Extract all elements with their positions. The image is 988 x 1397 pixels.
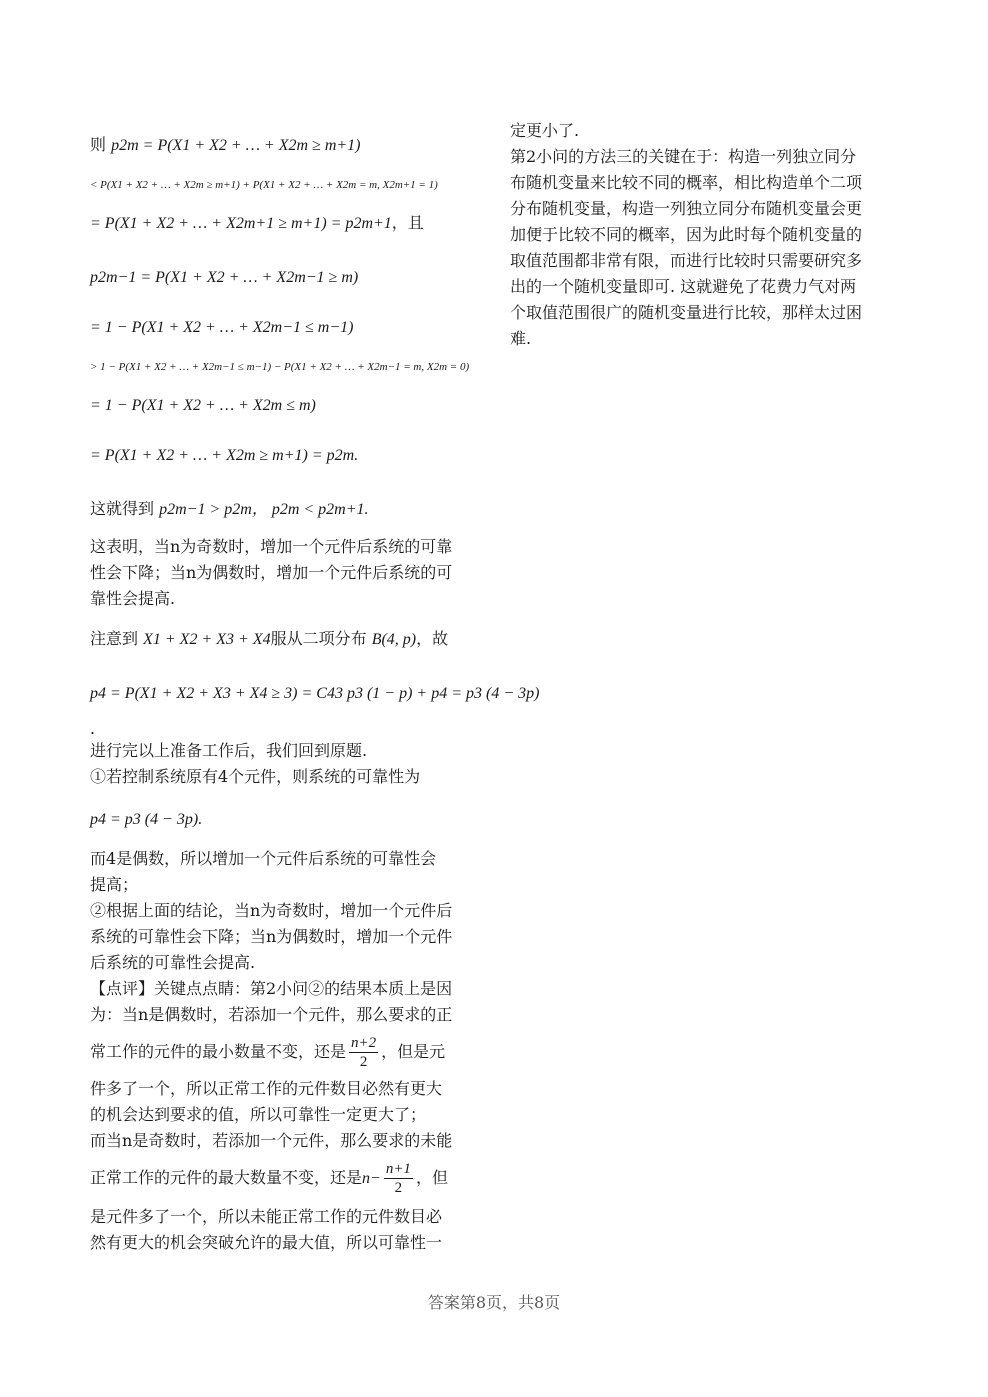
text-line: 系统的可靠性会下降；当n为偶数时，增加一个元件 bbox=[90, 927, 453, 946]
text-line: 后系统的可靠性会提高. bbox=[90, 953, 256, 972]
eq-line-1 bbox=[90, 132, 361, 159]
text-line: ①若控制系统原有4个元件，则系统的可靠性为 bbox=[90, 767, 421, 786]
eq-prefix: 则 bbox=[90, 135, 112, 154]
text-line: 进行完以上准备工作后，我们回到原题. bbox=[90, 741, 368, 760]
eq-line-5 bbox=[90, 314, 353, 341]
formula: p2m−1 > p2m， p2m < p2m+1. bbox=[159, 501, 369, 518]
text-line: 靠性会提高. bbox=[90, 589, 176, 608]
text: 注意到 bbox=[90, 629, 139, 648]
text-line: 定更小了. bbox=[510, 121, 580, 140]
text: 常工作的元件的最小数量不变，还是 bbox=[90, 1042, 347, 1061]
text: ，但 bbox=[415, 1168, 448, 1187]
eq-line-p4-short bbox=[90, 806, 202, 833]
text-line: 为：当n是偶数时，若添加一个元件，那么要求的正 bbox=[90, 1005, 453, 1024]
text: ，故 bbox=[416, 629, 449, 648]
text-line: 是元件多了一个，所以未能正常工作的元件数目必 bbox=[90, 1207, 443, 1226]
fraction-line-2 bbox=[90, 1160, 448, 1197]
text-line: 分布随机变量，构造一列独立同分布随机变量会更 bbox=[510, 199, 863, 218]
eq-line-7 bbox=[90, 392, 316, 419]
formula: > 1 − P(X1 + X2 + … + X2m−1 ≤ m−1) − P(X1 + X2 + … + X2m−1 = m, X2m = 0) bbox=[90, 361, 470, 373]
text-line: 布随机变量来比较不同的概率，相比构造单个二项 bbox=[510, 173, 863, 192]
fraction-denominator: 2 bbox=[394, 1180, 403, 1196]
text-line: 而当n是奇数时，若添加一个元件，那么要求的未能 bbox=[90, 1131, 453, 1150]
eq-line-4 bbox=[90, 264, 358, 291]
fraction-numerator: n+2 bbox=[351, 1035, 377, 1051]
formula: p4 = P(X1 + X2 + X3 + X4 ≥ 3) = C43 p3 (1 − p) + p4 = p3 (4 − 3p) bbox=[90, 685, 540, 702]
formula: = 1 − P(X1 + X2 + … + X2m ≤ m) bbox=[90, 397, 316, 414]
formula: = P(X1 + X2 + … + X2m+1 ≥ m+1) = p2m+1 bbox=[90, 215, 392, 232]
text: 正常工作的元件的最大数量不变，还是 bbox=[90, 1168, 363, 1187]
text-line: 难. bbox=[510, 329, 532, 348]
formula: B(4, p) bbox=[371, 631, 417, 648]
formula: < P(X1 + X2 + … + X2m ≥ m+1) + P(X1 + X2 + … + X2m = m, X2m+1 = 1) bbox=[90, 179, 438, 191]
formula: p4 = p3 (4 − 3p). bbox=[90, 811, 203, 828]
fraction-denominator: 2 bbox=[359, 1054, 368, 1070]
text-line: 加便于比较不同的概率，因为此时每个随机变量的 bbox=[510, 225, 863, 244]
formula: = 1 − P(X1 + X2 + … + X2m−1 ≤ m−1) bbox=[90, 319, 354, 336]
text-line: 第2小问的方法三的关键在于：构造一列独立同分 bbox=[510, 147, 857, 166]
comment-line: 【点评】关键点点睛：第2小问②的结果本质上是因 bbox=[90, 979, 453, 998]
eq-line-2 bbox=[90, 172, 438, 198]
text-line: 件多了一个，所以正常工作的元件数目必然有更大 bbox=[90, 1079, 443, 1098]
text: ，但是元 bbox=[381, 1042, 446, 1061]
text-line: 而4是偶数，所以增加一个元件后系统的可靠性会 bbox=[90, 849, 437, 868]
text-line: 取值范围都非常有限，而进行比较时只需要研究多 bbox=[510, 251, 863, 270]
fraction-numerator: n+1 bbox=[385, 1161, 411, 1177]
text-line: 这表明，当n为奇数时，增加一个元件后系统的可靠 bbox=[90, 537, 453, 556]
fraction-line-1 bbox=[90, 1034, 445, 1071]
fraction bbox=[384, 1160, 413, 1197]
eq-suffix: ，且 bbox=[391, 213, 424, 232]
text-line: 个取值范围很广的随机变量进行比较，那样太过困 bbox=[510, 303, 863, 322]
text-line: 性会下降；当n为偶数时，增加一个元件后系统的可 bbox=[90, 563, 453, 582]
page-footer: 答案第8页，共8页 bbox=[427, 1293, 561, 1312]
formula: p2m−1 = P(X1 + X2 + … + X2m−1 ≥ m) bbox=[90, 269, 359, 286]
eq-line-p4 bbox=[90, 680, 539, 707]
formula: n− bbox=[362, 1170, 381, 1187]
text-line: ②根据上面的结论，当n为奇数时，增加一个元件后 bbox=[90, 901, 453, 920]
text-line: 提高； bbox=[90, 875, 139, 894]
text: 服从二项分布 bbox=[270, 629, 367, 648]
eq-line-8 bbox=[90, 442, 358, 469]
text-line: 然有更大的机会突破允许的最大值，所以可靠性一 bbox=[90, 1233, 443, 1252]
binomial-line bbox=[90, 626, 448, 653]
formula: X1 + X2 + X3 + X4 bbox=[143, 631, 271, 648]
text-line: 的机会达到要求的值，所以可靠性一定更大了； bbox=[90, 1105, 427, 1124]
formula: p2m = P(X1 + X2 + … + X2m ≥ m+1) bbox=[111, 137, 361, 154]
text: 这就得到 bbox=[90, 499, 155, 518]
eq-line-6 bbox=[90, 354, 469, 380]
conclusion-line bbox=[90, 496, 369, 523]
formula: = P(X1 + X2 + … + X2m ≥ m+1) = p2m. bbox=[90, 447, 359, 464]
text-line: 出的一个随机变量即可. 这就避免了花费力气对两 bbox=[510, 277, 857, 296]
text-line: . bbox=[90, 719, 96, 738]
fraction bbox=[349, 1034, 378, 1071]
eq-line-3 bbox=[90, 210, 424, 237]
